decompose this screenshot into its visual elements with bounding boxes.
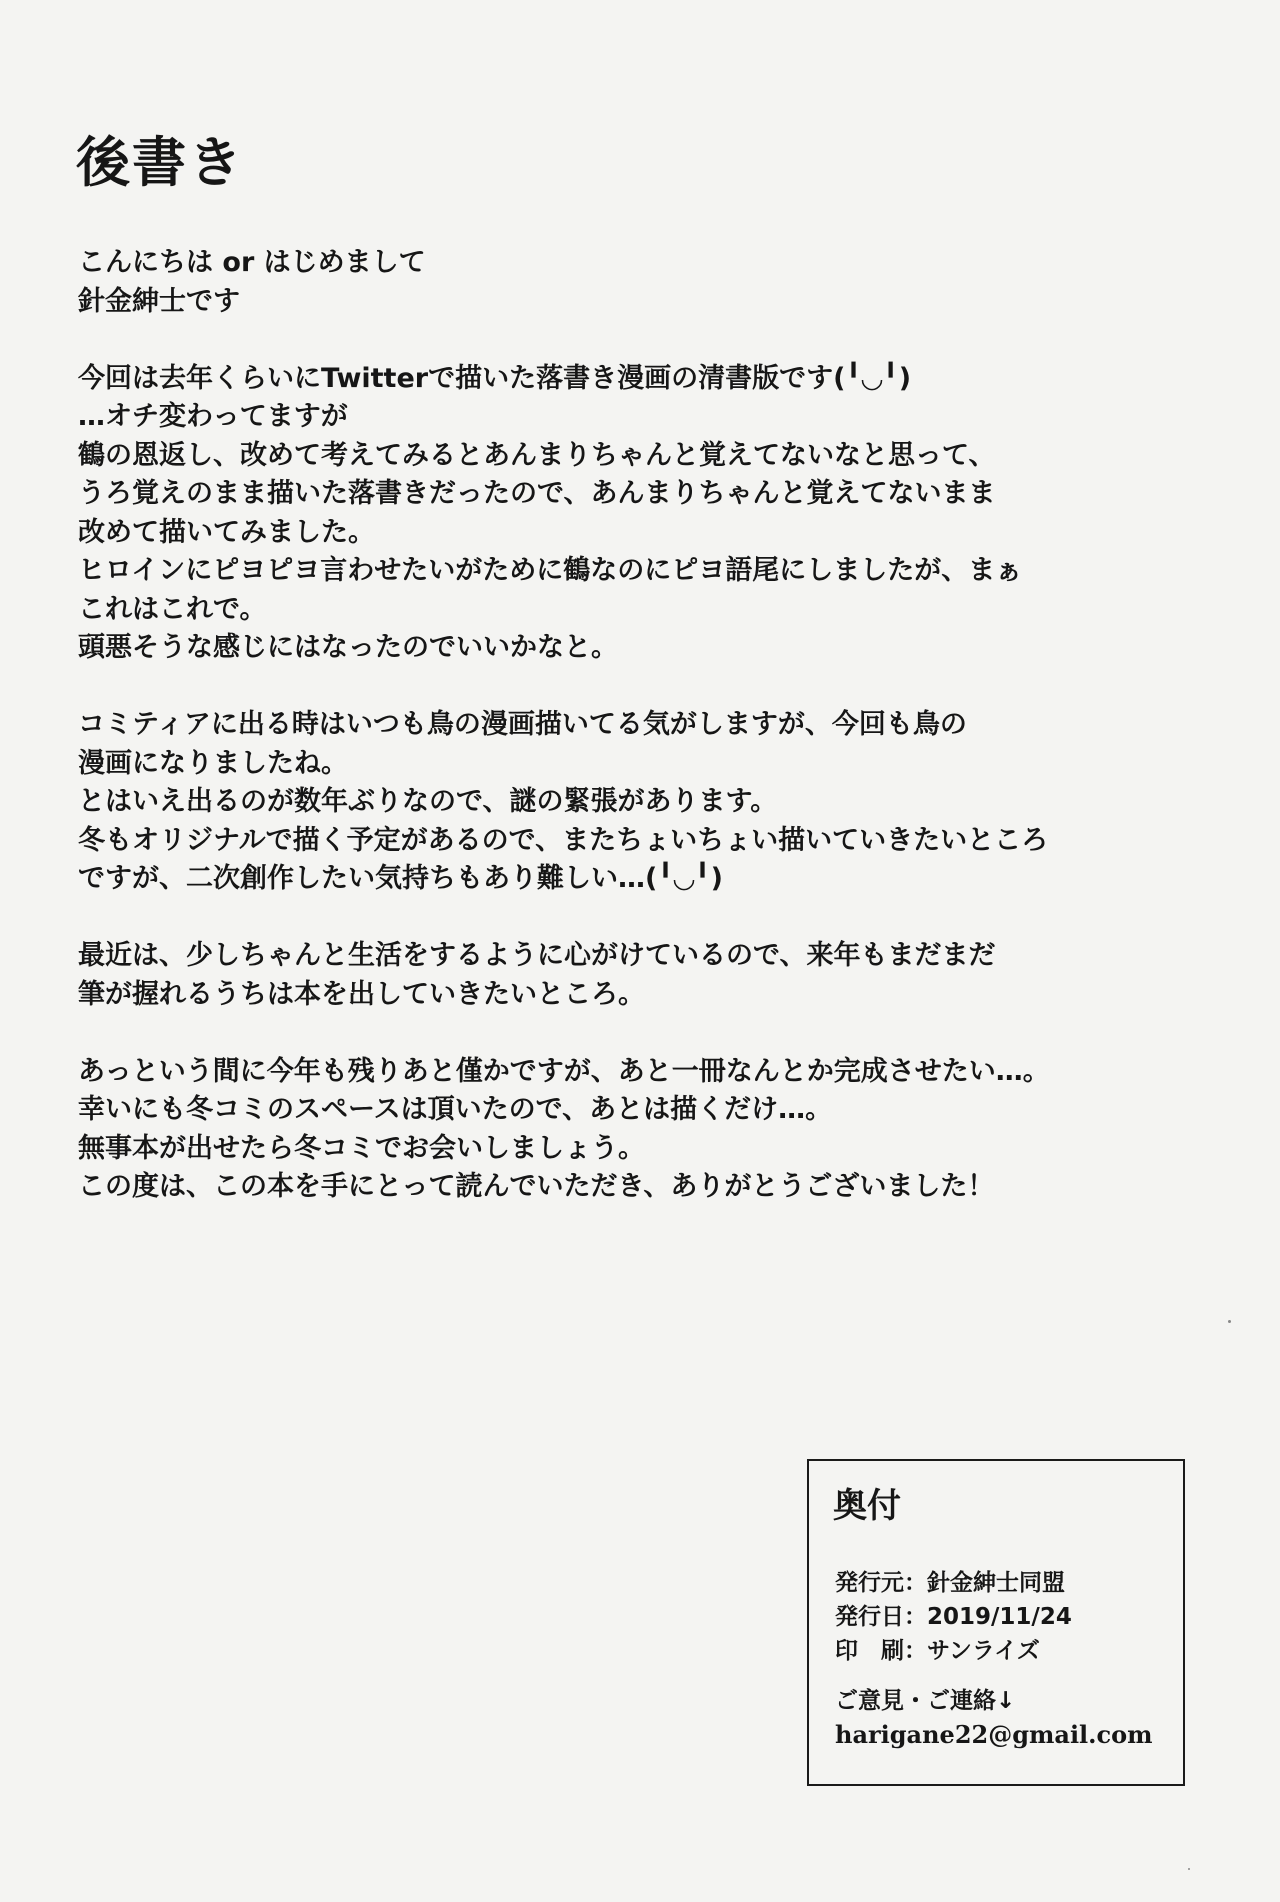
contact-label: ご意見・ご連絡↓ [835, 1688, 1016, 1714]
text-line: 無事本が出せたら冬コミでお会いしましょう。 [78, 1132, 645, 1164]
colophon-contact [835, 1684, 1153, 1752]
publisher-line: 発行元：針金紳士同盟 [835, 1570, 1065, 1596]
text-line: 今回は去年くらいにTwitterで描いた落書き漫画の清書版です(╹◡╹) [78, 362, 912, 394]
text-line: これはこれで。 [78, 593, 267, 625]
afterword-body [78, 244, 1218, 1207]
text-line: あっという間に今年も残りあと僅かですが、あと一冊なんとか完成させたい…。 [78, 1055, 1050, 1087]
colophon-box [807, 1459, 1185, 1786]
text-line: ヒロインにピヨピヨ言わせたいがために鶴なのにピヨ語尾にしましたが、まぁ [78, 555, 1023, 586]
paragraph-greeting [78, 244, 1218, 321]
paper-speck [1188, 1868, 1190, 1870]
colophon-details [835, 1566, 1072, 1668]
text-line: 筆が握れるうちは本を出していきたいところ。 [78, 978, 645, 1010]
text-line: …オチ変わってますが [78, 401, 348, 432]
printer-line: 印 刷：サンライズ [835, 1638, 1040, 1664]
paragraph-closing [78, 1053, 1218, 1207]
paragraph-comitia [78, 706, 1218, 899]
text-line: とはいえ出るのが数年ぶりなので、謎の緊張があります。 [78, 786, 778, 817]
text-line: 最近は、少しちゃんと生活をするように心がけているので、来年もまだまだ [78, 940, 996, 971]
text-line: 針金紳士です [78, 285, 240, 317]
text-line: 漫画になりましたね。 [78, 747, 348, 779]
text-line: 改めて描いてみました。 [78, 516, 375, 548]
contact-email: harigane22@gmail.com [835, 1720, 1153, 1749]
text-line: コミティアに出る時はいつも鳥の漫画描いてる気がしますが、今回も鳥の [78, 709, 967, 740]
text-line: 頭悪そうな感じにはなったのでいいかなと。 [78, 632, 618, 663]
paragraph-lifestyle [78, 937, 1218, 1014]
paragraph-about-this-book [78, 360, 1218, 668]
paper-speck [1228, 1320, 1231, 1323]
text-line: この度は、この本を手にとって読んでいただき、ありがとうございました！ [78, 1171, 995, 1202]
text-line: 幸いにも冬コミのスペースは頂いたので、あとは描くだけ…。 [78, 1094, 833, 1125]
publish-date-line: 発行日：2019/11/24 [835, 1604, 1072, 1630]
text-line: 鶴の恩返し、改めて考えてみるとあんまりちゃんと覚えてないなと思って、 [78, 439, 996, 471]
colophon-title: 奥付 [833, 1486, 901, 1526]
afterword-title: 後書き [76, 131, 244, 194]
text-line: ですが、二次創作したい気持ちもあり難しい…(╹◡╹) [78, 863, 723, 894]
text-line: こんにちは or はじめまして [78, 247, 426, 278]
text-line: 冬もオリジナルで描く予定があるので、またちょいちょい描いていきたいところ [78, 824, 1049, 856]
text-line: うろ覚えのまま描いた落書きだったので、あんまりちゃんと覚えてないまま [78, 478, 996, 509]
